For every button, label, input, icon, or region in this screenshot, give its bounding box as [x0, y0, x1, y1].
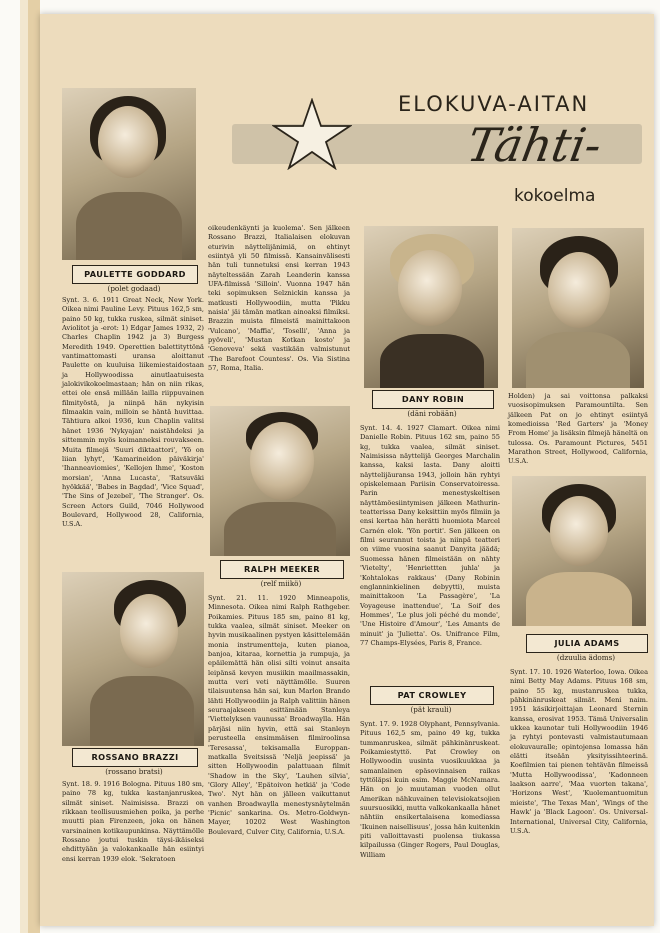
name-paulette-goddard: PAULETTE GODDARD	[72, 265, 198, 284]
pron-paulette-goddard: (polet godaad)	[107, 284, 161, 293]
pron-ralph-meeker: (relf miikö)	[260, 579, 302, 588]
name-dany-robin: DANY ROBIN	[372, 390, 494, 409]
photo-rossano-brazzi	[62, 572, 204, 746]
photo-ralph-meeker	[210, 406, 350, 556]
pron-pat-crowley: (pät krauli)	[410, 705, 452, 714]
name-rossano-brazzi: ROSSANO BRAZZI	[72, 748, 198, 767]
page-gutter	[0, 0, 40, 933]
bio-dany-robin: Synt. 14. 4. 1927 Clamart. Oikea nimi Danielle Robin. Pituus 162 sm, paino 55 kg, tukka vaalea, silmät siniset. Naimisissa näyttelijä Georges Marchalin kanssa, kaksi lasta. Dany aloitti näyttelijäuransa 1943, jolloin hän ryhtyi opiskelemaan Pariisin Conservatoiressa. Parin menestyskeltisen näyttämöesiintymisen jälkeen Mathurin-teatterissa Dany keksittiin myös filmiin ja ensi kertaa hän herätti huomiota Marcel Carnén elok. 'Yön portit'. Sen jälkeen on filmi seurannut toista ja niinpä teatteri on viime vuosina saanut Danyita jäädä; Suomessa hänen filmeistään on nähty 'Vietelty', 'Henriettten juhla' ja 'Kohtalokas rakkaus' (Dany Robinin englanninkielinen debyytti), muista mainittakoon 'La Passagère', 'La Voyageuse inattendue', 'La Soif des Hommes', 'Le plus joli péché du monde', 'Une Histoire d'Amour', 'Les Amants de minuit' ja 'Julietta'. Os. Unifrance Film, 77 Champs-Elysées, Paris 8, France.	[360, 424, 500, 647]
name-pat-crowley: PAT CROWLEY	[370, 686, 494, 705]
bio-paulette-goddard: Synt. 3. 6. 1911 Great Neck, New York. Oikea nimi Pauline Levy. Pituus 162,5 sm, paino 50 kg, tukka ruskea, silmät siniset. Aviolitot ja -erot: 1) Edgar James 1932, 2) Charles Chaplin 1942 ja 3) Burgess Meredith 1949. Operettien balettityttönä vantimattomasti uransa aloittanut Paulette on kuuluisa liikemiestaidostaan ja Hollywoodissa ainutlaatuisesta jalokivikokoelmastaan; hän on niin rikas, ettei ole ensä millään lailla riippuvainen filmityöstä, ja niinpä hän nykyisin filmaakin vain, milloin se häntä huvittaa. Tähtiura alkoi 1936, kun Chaplin valitsi hänet 1936 'Nykyajan' naistähdeksi ja sittemmin myös koimanneksi rouvakseen. Muita filmejä 'Suuri diktaattori', 'Yö on liian lyhyt', 'Kamarineidon päiväkirja' 'Ihanneaviomies', 'Kellojen lhme', 'Koston morsian', 'Anna Lucasta', 'Ratsuväki hyökkää', 'Babes in Bagdad', 'Vice Squad', 'The Sins of Jezebel', 'The Stranger'. Os. Screen Actors Guild, 7046 Hollywood Boulevard, Hollywood 28, California, U.S.A.	[62, 296, 204, 529]
bio-pat-crowley-continued: Holden) ja sai voittonsa palkaksi vuosisopimuksen Paramountilta. Sen jälkeen Pat on jo ehtinyt esiintyä komedioissa 'Red Garters' ja 'Money From Home' ja lisäksin filmejä häneltä on tulossa. Os. Paramount Pictures, 5451 Marathon Street, Hollywood, California, U.S.A.	[508, 392, 648, 466]
bio-rossano-brazzi-continued: oikeudenkäynti ja kuolema'. Sen jälkeen Rossano Brazzi, Italialaisen elokuvan eturivin näyttelijänimiä, on ehtinyt esiintyä yli 50 filmissä. Kansainvälisesti hän tuli tunnetuksi ensi kerran 1943 näyteltessään Zarah Leanderin kanssa UFA-filmissä 'Silloin'. Vuonna 1947 hän teki sopimuksen Selznickin kanssa ja matkusti Hollywoodiin, mutta 'Pikku naisia' jäi tämän matkan ainoaksi filmiksi. Brazzin muista filmeistä mainittakoon 'Vulcano', 'Maffia', 'Toselli', 'Anna ja pyöveli', 'Mustan Kotkan kosto' ja 'Genoveva' sekä vastikään valmistunut 'The Barefoot Countess'. Os. Via Sistina 57, Roma, Italia.	[208, 224, 350, 373]
star-icon	[272, 98, 352, 170]
bio-rossano-brazzi: Synt. 18. 9. 1916 Bologna. Pituus 180 sm, paino 78 kg, tukka kastanjanruskea, silmät siniset. Naimisissa. Brazzi on rikkaan teollisuusmiehen poika, ja perhe muutti pian Firenzeen, joka on hänen varsinainen kotikaupunkinsa. Näyttämölle Rossano joutui tuskin täysi-ikäiseksi ehdittyään ja valokankaalle hän esiintyi ensi kerran 1939 elok. 'Sekratoen	[62, 780, 204, 863]
bio-julia-adams: Synt. 17. 10. 1926 Waterloo, Iowa. Oikea nimi Betty May Adams. Pituus 168 sm, paino 55 kg, mustanruskea tukka, pähkinänruskeat silmät. Meni naim. 1951 käsikirjoittajan Leonard Sternin kanssa, erosivat 1953. Tämä Universalin ukkea kaunotar tuli Hollywoodiin 1946 ja ryhtyi pontevasti valmistautumaan elokuvauralle; opintojensa lomassa hän elätti itseään yksityissihteerinä. Koefilmien tai pienen tehtävän filmeissä 'Mutta Hollywoodissa', 'Kadonneen laakson aarre', 'Maa vuorten takana', 'Horizons West', 'Kuolemantuomitun mieiste', 'The Texas Man', 'Wings of the Hawk' ja 'Black Lagoon'. Os. Universal-International, Universal City, California, U.S.A.	[510, 668, 648, 835]
pron-dany-robin: (dāni robäān)	[407, 409, 457, 418]
photo-paulette-goddard	[62, 88, 196, 260]
header-subtitle: kokoelma	[514, 186, 596, 206]
header-title: ELOKUVA-AITAN	[398, 92, 590, 116]
bio-ralph-meeker: Synt. 21. 11. 1920 Minneapolis, Minnesota. Oikea nimi Ralph Rathgeber. Poikamies. Pituus 185 sm, paino 81 kg, tukka vaalea, silmät siniset. Meeker on hyvin musikaalinen pystyen käsittelemään monia instrumentteja, kuten pianoa, banjoa, kitaraa, kornettia ja rumpuja, ja epäilemättä hän olisi silti voinut ansaita leipänsä kevyen musiikin maailmassakin, mutta veri veti näyttämölle. Suuren tilaisuutensa hän sai, kun Marlon Brando lähti Hollywoodiin ja Ralph valittiin hänen seuraajakseen esittämään Stanleya 'Viettelyksen vaunussa' Broadwaylla. Hän pärjäsi niin hyvin, että sai Stanleyn perusteella ensimmäisen filmiroolinsa 'Teresassa', tekisamalla Europpan-matkalla Sveitsissä 'Neljä jeepissä' ja sitten Hollywoodin palattuaan filmit 'Shadow in the Sky', 'Lauhen silvia', 'Glory Alley', 'Epätoivon hetkiä' ja 'Code Two'. Nyt hän on jälleen vaikuttanut vanhen Broadwaylla menestysnäytelmän 'Picnic' sankarina. Os. Metro-Goldwyn-Mayer, 10202 West Washington Boulevard, Culver City, California, U.S.A.	[208, 594, 350, 836]
name-ralph-meeker: RALPH MEEKER	[220, 560, 344, 579]
bio-pat-crowley: Synt. 17. 9. 1928 Olyphant, Pennsylvania. Pituus 162,5 sm, paino 49 kg, tukka tummanruskea, silmät pähkinänruskeat. Poikamiestyttö. Pat Crowley on Hollywoodin uusinta vuosikuukkaa ja samanlainen epäsovinnaisen raikas tyttöläpsi kuin esim. Maggie McNamara. Hän on jo muutaman vuoden ollut Amerikan nähkuvainen televisiokatsojien suursuosikki, mutta valkokankaalla hänet nähtiin ensikertalaisena komediassa 'Ikuinen naisellisuus', jossa hän kuitenkin piti valloittavasti puolensa tiukassa kilpailussa (Ginger Rogers, Paul Douglas, William	[360, 720, 500, 859]
pron-rossano-brazzi: (rossano bratsi)	[105, 767, 163, 776]
photo-dany-robin	[364, 226, 498, 388]
name-julia-adams: JULIA ADAMS	[526, 634, 648, 653]
photo-pat-crowley	[512, 228, 644, 388]
photo-julia-adams	[512, 476, 646, 626]
pron-julia-adams: (dzuulia ädoms)	[556, 653, 616, 662]
header-script-title: Tähti-	[463, 118, 606, 172]
